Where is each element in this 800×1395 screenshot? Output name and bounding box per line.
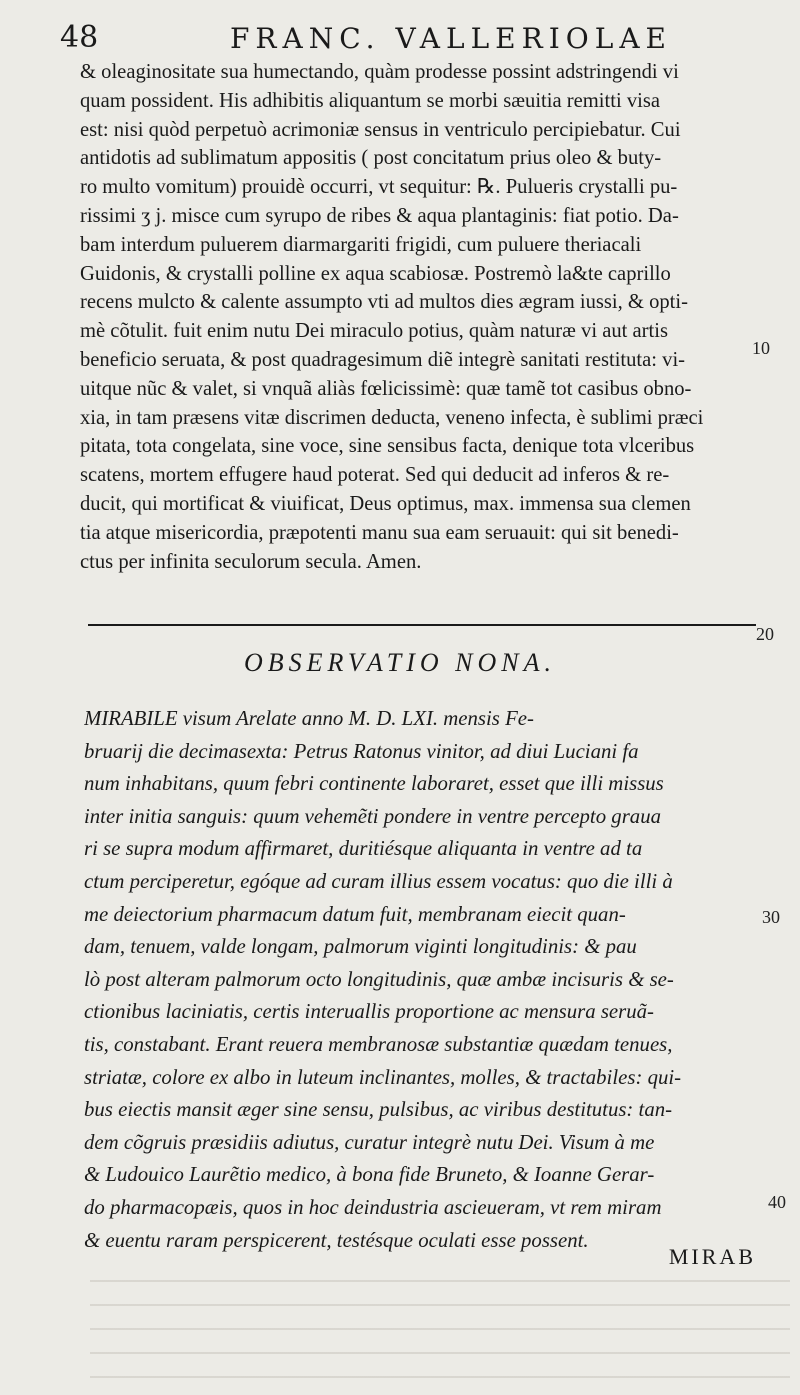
section-divider [88, 624, 756, 626]
body-line: uitque nũc & valet, si vnquã aliàs fœlicissimè: quæ tamẽ tot casibus obno- [80, 377, 692, 400]
body-line: antidotis ad sublimatum appositis ( post concitatum prius oleo & buty- [80, 147, 662, 170]
observation-line: striatæ, colore ex albo in luteum inclinantes, molles, & tractabiles: qui- [84, 1065, 682, 1089]
page-number: 48 [60, 20, 99, 55]
observation-line: inter initia sanguis: quum vehemẽti pondere in ventre percepto graua [84, 804, 661, 828]
observation-text [84, 703, 774, 1257]
observation-line: & euentu raram perspicerent, testésque oculati esse possent. [84, 1228, 589, 1252]
observation-line: do pharmacopæis, quos in hoc deindustria ascieueram, vt rem miram [84, 1195, 662, 1219]
observation-line: tis, constabant. Erant reuera membranosæ substantiæ quædam tenues, [84, 1032, 673, 1056]
observation-line: ri se supra modum affirmaret, duritiésque aliquanta in ventre ad ta [84, 837, 643, 861]
body-line: & oleaginositate sua humectando, quàm prodesse possint adstringendi vi [80, 61, 679, 83]
observation-line: MIRABILE visum Arelate anno M. D. LXI. mensis Fe- [84, 707, 534, 730]
body-line: Guidonis, & crystalli polline ex aqua scabiosæ. Postremò la&te caprillo [80, 262, 671, 285]
margin-line-number: 20 [756, 624, 774, 644]
running-head: FRANC. VALLERIOLAE [230, 22, 672, 55]
body-line: ro multo vomitum) prouidè occurri, vt sequitur: ℞. Pulueris crystalli pu- [80, 176, 678, 199]
observation-line: num inhabitans, quum febri continente laboraret, esset que illi missus [84, 772, 664, 796]
margin-line-number: 40 [768, 1192, 786, 1212]
observation-line: me deiectorium pharmacum datum fuit, membranam eiecit quan- [84, 902, 626, 926]
observation-line: dam, tenuem, valde longam, palmorum viginti longitudinis: & pau [84, 935, 637, 959]
section-title: OBSERVATIO NONA. [243, 648, 557, 677]
body-line: ducit, qui mortificat & viuificat, Deus optimus, max. immensa sua clemen [80, 492, 691, 515]
body-line: beneficio seruata, & post quadragesimum diẽ integrè sanitati restituta: vi- [80, 348, 686, 371]
show-through-texture [90, 1270, 790, 1390]
body-text [80, 58, 770, 576]
body-line: est: nisi quòd perpetuò acrimoniæ sensus in ventriculo percipiebatur. Cui [80, 118, 681, 141]
margin-line-number: 30 [762, 907, 780, 927]
body-line: rissimi ʒ j. misce cum syrupo de ribes & aqua plantaginis: fiat potio. Da- [80, 204, 679, 227]
catchword: MIRAB [668, 1244, 756, 1269]
body-line: scatens, mortem effugere haud poterat. Sed qui deducit ad inferos & re- [80, 464, 670, 487]
body-line: ctus per infinita seculorum secula. Amen. [80, 550, 422, 573]
observation-line: ctum perciperetur, egóque ad curam illius essem vocatus: quo die illi à [84, 869, 673, 893]
body-line: mè cõtulit. fuit enim nutu Dei miraculo potius, quàm naturæ vi aut artis [80, 320, 668, 343]
observation-line: ctionibus laciniatis, certis interuallis proportione ac mensura seruã- [84, 1000, 654, 1024]
body-line: xia, in tam præsens vitæ discrimen deducta, veneno infecta, è sublimi præci [80, 406, 704, 429]
observation-line: bruarij die decimasexta: Petrus Ratonus vinitor, ad diui Luciani fa [84, 739, 639, 763]
observation-line: lò post alteram palmorum octo longitudinis, quæ ambæ incisuris & se- [84, 967, 674, 991]
observation-line: dem cõgruis præsidiis adiutus, curatur integrè nutu Dei. Visum à me [84, 1130, 655, 1154]
observation-line: bus eiectis mansit æger sine sensu, pulsibus, ac viribus destitutus: tan- [84, 1098, 673, 1122]
body-line: tia atque misericordia, præpotenti manu sua eam seruauit: qui sit benedi- [80, 521, 679, 544]
observation-line: & Ludouico Laurẽtio medico, à bona fide Bruneto, & Ioanne Gerar- [84, 1163, 655, 1187]
body-line: pitata, tota congelata, sine voce, sine sensibus facta, denique tota vlceribus [80, 435, 695, 458]
body-line: recens mulcto & calente assumpto vti ad multos dies ægram iussi, & opti- [80, 291, 688, 314]
body-line: bam interdum puluerem diarmargariti frigidi, cum puluere theriacali [80, 233, 642, 256]
margin-line-number: 10 [752, 338, 770, 358]
body-line: quam possident. His adhibitis aliquantum se morbi sæuitia remitti visa [80, 89, 661, 112]
